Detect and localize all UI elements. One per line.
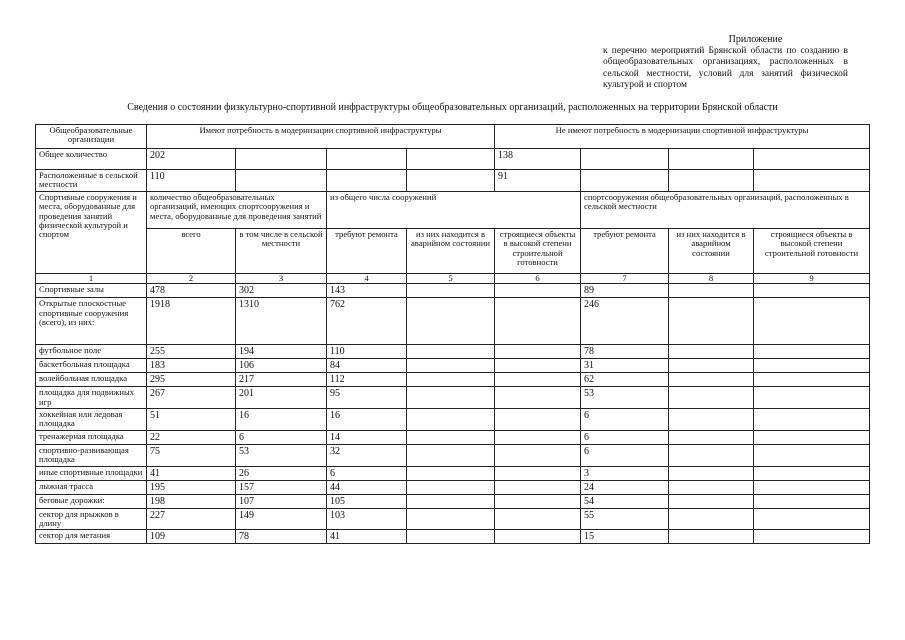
cell-value [754, 508, 870, 530]
table-row [36, 345, 870, 359]
column-number: 4 [327, 273, 407, 283]
empty-cell [407, 149, 495, 170]
cell-value: 16 [236, 409, 327, 431]
empty-cell [669, 170, 754, 192]
cell-value [495, 345, 581, 359]
table-row [36, 359, 870, 373]
cell-value [669, 359, 754, 373]
cell-value [407, 409, 495, 431]
cell-value: 6 [327, 466, 407, 480]
cell-value: 246 [581, 298, 669, 345]
column-number: 3 [236, 273, 327, 283]
table-row [36, 298, 870, 345]
cell-value [407, 373, 495, 387]
empty-cell [754, 149, 870, 170]
cell-value [669, 387, 754, 409]
cell-value: 6 [236, 430, 327, 444]
empty-cell [581, 170, 669, 192]
document-title: Сведения о состоянии физкультурно-спортивной инфраструктуры общеобразовательных организаций, расположенных на территории Брянской области [127, 102, 778, 113]
cell-value [669, 284, 754, 298]
row-label: лыжная трасса [36, 480, 147, 494]
cell-value: 55 [581, 508, 669, 530]
cell-value [495, 530, 581, 544]
cell-value: 32 [327, 444, 407, 466]
cell-value: 255 [147, 345, 236, 359]
cell-value: 75 [147, 444, 236, 466]
appendix-block [603, 34, 848, 92]
cell-value: 62 [581, 373, 669, 387]
cell-value [754, 345, 870, 359]
row-label: Спортивные залы [36, 284, 147, 298]
cell-value: 6 [581, 430, 669, 444]
facilities-label: Спортивные сооружения и места, оборудованные для проведения занятий физической культурой и спортом [36, 191, 147, 273]
appendix-text: к перечню мероприятий Брянской области по созданию в общеобразовательных организациях, расположенных в сельской местности, условий для занятий физической культурой и спортом [603, 45, 848, 90]
cell-value [669, 444, 754, 466]
cell-value: 107 [236, 494, 327, 508]
cell-value: 198 [147, 494, 236, 508]
cell-value: 105 [327, 494, 407, 508]
empty-cell [581, 149, 669, 170]
table-row [36, 373, 870, 387]
table-row [36, 284, 870, 298]
empty-cell [236, 149, 327, 170]
cell-value [754, 284, 870, 298]
cell-value: 110 [327, 345, 407, 359]
cell-value: 195 [147, 480, 236, 494]
cell-value: 84 [327, 359, 407, 373]
header-all: всего [147, 228, 236, 273]
column-number: 5 [407, 273, 495, 283]
cell-value [669, 345, 754, 359]
cell-value: 295 [147, 373, 236, 387]
cell-value: 31 [581, 359, 669, 373]
row-label: хоккейная или ледовая площадка [36, 409, 147, 431]
header-need-repair-rural: требуют ремонта [581, 228, 669, 273]
table-row [36, 430, 870, 444]
cell-value: 157 [236, 480, 327, 494]
infrastructure-table [35, 124, 870, 544]
header-no-need-modernization: Не имеют потребность в модернизации спортивной инфраструктуры [495, 125, 870, 149]
cell-value [669, 466, 754, 480]
table-row [36, 480, 870, 494]
cell-value: 201 [236, 387, 327, 409]
cell-value: 44 [327, 480, 407, 494]
header-need-repair: требуют ремонта [327, 228, 407, 273]
cell-value: 1918 [147, 298, 236, 345]
header-incl-rural: в том числе в сельской местности [236, 228, 327, 273]
empty-cell [236, 170, 327, 192]
cell-value: 6 [581, 444, 669, 466]
cell-value: 267 [147, 387, 236, 409]
cell-value: 16 [327, 409, 407, 431]
cell-value [495, 409, 581, 431]
cell-value [407, 494, 495, 508]
cell-value: 41 [147, 466, 236, 480]
row-label: Открытые плоскостные спортивные сооружения (всего), из них: [36, 298, 147, 345]
header-of-total: из общего числа сооружений [327, 191, 581, 228]
cell-value [407, 444, 495, 466]
cell-value [407, 466, 495, 480]
row-label: площадка для подвижных игр [36, 387, 147, 409]
cell-value: 106 [236, 359, 327, 373]
header-organizations: Общеобразовательные организации [36, 125, 147, 149]
cell-value [495, 444, 581, 466]
cell-value [407, 530, 495, 544]
header-emergency-rural: из них находится в аварийном состоянии [669, 228, 754, 273]
cell-value [407, 480, 495, 494]
empty-cell [407, 170, 495, 192]
table-row [36, 466, 870, 480]
cell-value: 95 [327, 387, 407, 409]
cell-value [495, 466, 581, 480]
cell-value [669, 409, 754, 431]
cell-value [495, 359, 581, 373]
column-number: 1 [36, 273, 147, 283]
cell-value: 1310 [236, 298, 327, 345]
header-count-orgs: количество общеобразовательных организаций, имеющих спортсооружения и места, оборудованные для проведения занятий [147, 191, 327, 228]
cell-value: 302 [236, 284, 327, 298]
column-number: 6 [495, 273, 581, 283]
header-rural-facilities: спортсооружения общеобразовательных организаций, расположенных в сельской местности [581, 191, 870, 228]
cell-value [407, 284, 495, 298]
cell-value: 149 [236, 508, 327, 530]
table-row [36, 530, 870, 544]
header-emergency: из них находится в аварийном состоянии [407, 228, 495, 273]
cell-value: 217 [236, 373, 327, 387]
cell-value: 143 [327, 284, 407, 298]
cell-value [669, 530, 754, 544]
empty-cell [327, 149, 407, 170]
cell-value [754, 298, 870, 345]
cell-value: 54 [581, 494, 669, 508]
column-number: 7 [581, 273, 669, 283]
cell-value: 112 [327, 373, 407, 387]
cell-value [495, 387, 581, 409]
rural-need-value: 110 [147, 170, 236, 192]
total-label: Общее количество [36, 149, 147, 170]
header-need-modernization: Имеют потребность в модернизации спортивной инфраструктуры [147, 125, 495, 149]
row-label: волейбольная площадка [36, 373, 147, 387]
row-label: баскетбольная площадка [36, 359, 147, 373]
table-row [36, 409, 870, 431]
cell-value: 51 [147, 409, 236, 431]
row-label: спортивно-развивающая площадка [36, 444, 147, 466]
appendix-title: Приложение [728, 34, 783, 45]
cell-value: 109 [147, 530, 236, 544]
cell-value: 15 [581, 530, 669, 544]
cell-value [754, 409, 870, 431]
cell-value: 14 [327, 430, 407, 444]
empty-cell [669, 149, 754, 170]
cell-value [407, 298, 495, 345]
cell-value [754, 387, 870, 409]
cell-value [754, 444, 870, 466]
cell-value [495, 480, 581, 494]
header-under-construction: строящиеся объекты в высокой степени строительной готовности [495, 228, 581, 273]
empty-cell [754, 170, 870, 192]
row-label: беговые дорожки: [36, 494, 147, 508]
row-label: сектор для прыжков в длину [36, 508, 147, 530]
empty-cell [327, 170, 407, 192]
cell-value [754, 480, 870, 494]
table-row [36, 387, 870, 409]
cell-value: 194 [236, 345, 327, 359]
cell-value [495, 373, 581, 387]
column-number: 2 [147, 273, 236, 283]
cell-value: 78 [581, 345, 669, 359]
cell-value: 53 [236, 444, 327, 466]
cell-value [754, 466, 870, 480]
cell-value: 183 [147, 359, 236, 373]
table-row [36, 508, 870, 530]
cell-value: 53 [581, 387, 669, 409]
cell-value [495, 494, 581, 508]
cell-value [754, 430, 870, 444]
cell-value: 103 [327, 508, 407, 530]
table-row [36, 494, 870, 508]
cell-value [754, 530, 870, 544]
table-row [36, 444, 870, 466]
header-under-construction-rural: строящиеся объекты в высокой степени строительной готовности [754, 228, 870, 273]
cell-value [669, 494, 754, 508]
cell-value: 89 [581, 284, 669, 298]
cell-value [407, 508, 495, 530]
total-noneed-value: 138 [495, 149, 581, 170]
rural-label: Расположенные в сельской местности [36, 170, 147, 192]
row-label: тренажерная площадка [36, 430, 147, 444]
total-need-value: 202 [147, 149, 236, 170]
cell-value [669, 373, 754, 387]
cell-value [754, 359, 870, 373]
cell-value: 762 [327, 298, 407, 345]
column-number: 8 [669, 273, 754, 283]
cell-value: 78 [236, 530, 327, 544]
column-number: 9 [754, 273, 870, 283]
cell-value: 6 [581, 409, 669, 431]
cell-value [754, 494, 870, 508]
cell-value [407, 345, 495, 359]
cell-value: 478 [147, 284, 236, 298]
cell-value [669, 508, 754, 530]
cell-value: 22 [147, 430, 236, 444]
cell-value [407, 430, 495, 444]
cell-value: 227 [147, 508, 236, 530]
cell-value: 26 [236, 466, 327, 480]
cell-value [407, 387, 495, 409]
cell-value [669, 430, 754, 444]
cell-value [495, 284, 581, 298]
cell-value [669, 480, 754, 494]
column-numbers-row [36, 273, 870, 283]
rural-noneed-value: 91 [495, 170, 581, 192]
cell-value [495, 508, 581, 530]
cell-value: 3 [581, 466, 669, 480]
row-label: футбольное поле [36, 345, 147, 359]
cell-value [407, 359, 495, 373]
row-label: иные спортивные площадки [36, 466, 147, 480]
cell-value: 41 [327, 530, 407, 544]
cell-value [495, 430, 581, 444]
cell-value: 24 [581, 480, 669, 494]
cell-value [669, 298, 754, 345]
cell-value [754, 373, 870, 387]
row-label: сектор для метания [36, 530, 147, 544]
cell-value [495, 298, 581, 345]
